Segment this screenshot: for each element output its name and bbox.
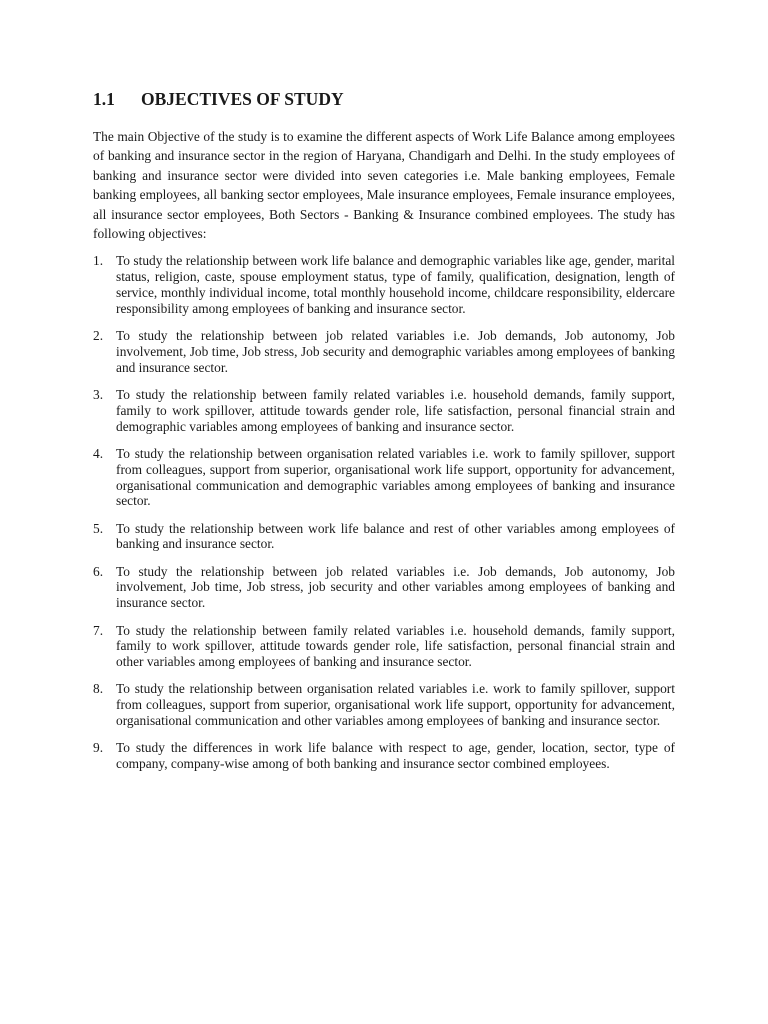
objective-number: 6.: [93, 563, 104, 579]
objective-number: 3.: [93, 387, 104, 403]
objective-number: 4.: [93, 445, 104, 461]
objective-text: To study the differences in work life balance with respect to age, gender, location, sector, type of company, company-wise among of both banking and insurance sector combined employees.: [116, 740, 675, 772]
intro-paragraph: The main Objective of the study is to examine the different aspects of Work Life Balance among employees of banking and insurance sector in the region of Haryana, Chandigarh and Delhi. In the study employees of banking and insurance sector were divided into seven categories i.e. Male banking employees, Female banking employees, all banking sector employees, Male insurance employees, Female insurance employees, all insurance sector employees, Both Sectors - Banking & Insurance combined employees. The study has following objectives:: [93, 129, 675, 242]
section-number: 1.1: [93, 89, 115, 109]
objective-text: To study the relationship between family related variables i.e. household demands, family support, family to work spillover, attitude towards gender role, life satisfaction, personal financial strain and demographic variables among employees of banking and insurance sector.: [116, 387, 675, 434]
objective-number: 8.: [93, 681, 104, 697]
section-heading: [93, 88, 675, 110]
objective-number: 1.: [93, 253, 104, 269]
objective-number: 5.: [93, 520, 104, 536]
objective-item: [93, 623, 675, 670]
objective-item: [93, 253, 675, 316]
objective-item: [93, 387, 675, 434]
objective-item: [93, 564, 675, 611]
objective-item: [93, 446, 675, 509]
objectives-list: [93, 253, 675, 772]
objective-item: [93, 521, 675, 553]
objective-text: To study the relationship between job related variables i.e. Job demands, Job autonomy, Job involvement, Job time, Job stress, Job security and demographic variables among employees of banking and insurance sector.: [116, 328, 675, 375]
objective-item: [93, 328, 675, 375]
objective-number: 9.: [93, 740, 104, 756]
section-title: OBJECTIVES OF STUDY: [141, 89, 344, 109]
objective-number: 7.: [93, 622, 104, 638]
objective-text: To study the relationship between organisation related variables i.e. work to family spillover, support from colleagues, support from superior, organisational work life support, opportunity for advancement, organisational communication and demographic variables among employees of banking and insurance sector.: [116, 445, 675, 509]
objective-item: [93, 740, 675, 772]
objective-text: To study the relationship between organisation related variables i.e. work to family spillover, support from colleagues, support from superior, organisational work life support, opportunity for advancement, organisational communication and other variables among employees of banking and insurance sector.: [116, 681, 675, 729]
objective-item: [93, 681, 675, 728]
objective-number: 2.: [93, 328, 104, 344]
objective-text: To study the relationship between work life balance and rest of other variables among employees of banking and insurance sector.: [116, 520, 675, 552]
document-page: [93, 88, 675, 783]
objective-text: To study the relationship between work life balance and demographic variables like age, gender, marital status, religion, caste, spouse employment status, type of family, qualification, designation, length of service, monthly individual income, total monthly household income, childcare responsibility, eldercare responsibility among employees of banking and insurance sector.: [116, 253, 675, 316]
objective-text: To study the relationship between job related variables i.e. Job demands, Job autonomy, Job involvement, Job time, Job stress, job security and other variables among employees of banking and insurance sector.: [116, 563, 675, 611]
objective-text: To study the relationship between family related variables i.e. household demands, family support, family to work spillover, attitude towards gender role, life satisfaction, personal financial strain and other variables among employees of banking and insurance sector.: [116, 622, 675, 670]
